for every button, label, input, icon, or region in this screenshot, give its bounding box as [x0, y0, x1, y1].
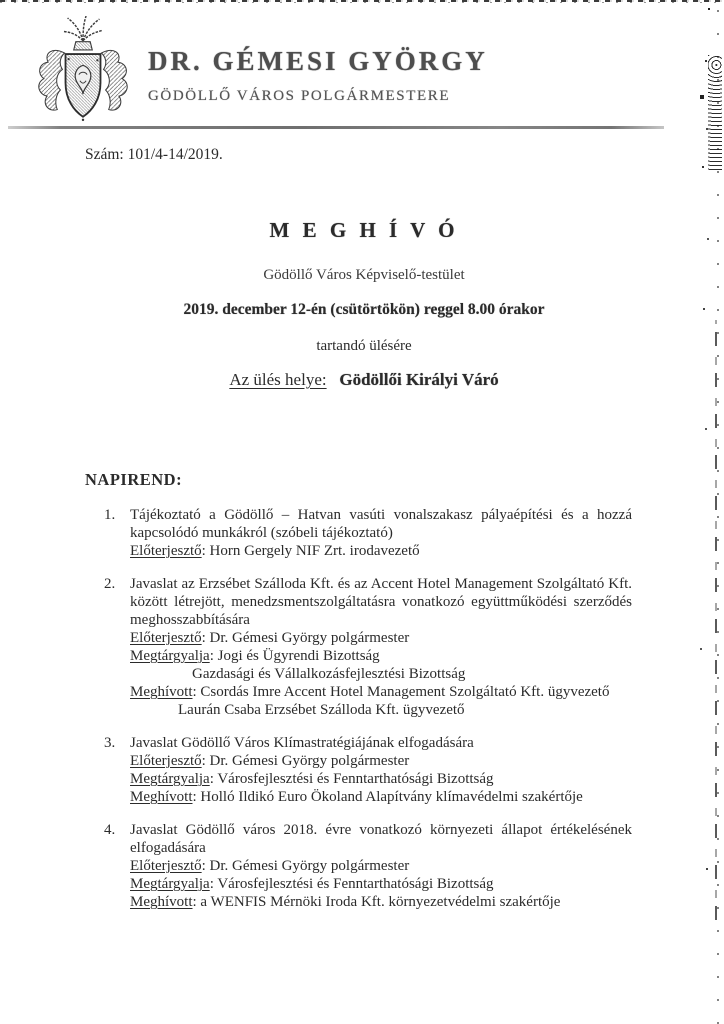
agenda-item-number: 1.	[104, 507, 116, 523]
agenda-item-presenter: Előterjesztő: Horn Gergely NIF Zrt. irodavezető	[130, 543, 420, 559]
agenda-item-committee: Megtárgyalja: Városfejlesztési és Fenntarthatósági Bizottság	[130, 876, 494, 892]
agenda-item-title: Javaslat az Erzsébet Szálloda Kft. és az Accent Hotel Management Szolgáltató Kft. között létrejött, menedzsmentszolgáltatásra vonatkozó együttműködési szerződés meghosszabbítására	[130, 576, 632, 628]
document-title: M E G H Í V Ó	[269, 218, 459, 242]
coat-of-arms-icon	[30, 16, 136, 126]
agenda-item-committee: Megtárgyalja: Jogi és Ügyrendi Bizottság	[130, 648, 380, 664]
agenda-item-invitee: Meghívott: Csordás Imre Accent Hotel Management Szolgáltató Kft. ügyvezető	[130, 684, 610, 700]
agenda-item-title: Javaslat Gödöllő Város Klímastratégiájának elfogadására	[130, 735, 474, 751]
agenda-item-2	[104, 575, 636, 719]
agenda-item-number: 3.	[104, 735, 116, 751]
invitation-block	[40, 218, 688, 390]
agenda-item-number: 4.	[104, 822, 116, 838]
agenda-item-number: 2.	[104, 576, 116, 592]
agenda-item-invitee-2: Laurán Csaba Erzsébet Szálloda Kft. ügyvezető	[178, 702, 465, 718]
agenda-item-title: Tájékoztató a Gödöllő – Hatvan vasúti vonalszakasz pályaépítési és a hozzá kapcsolódó munkákról (szóbeli tájékoztató)	[130, 507, 632, 541]
council-name: Gödöllő Város Képviselő-testület	[263, 267, 465, 283]
meeting-datetime: 2019. december 12-én (csütörtökön) reggel 8.00 órakor	[183, 301, 545, 318]
agenda-item-invitee: Meghívott: a WENFIS Mérnöki Iroda Kft. környezetvédelmi szakértője	[130, 894, 561, 910]
scan-noise-top	[0, 0, 724, 5]
agenda-item-title: Javaslat Gödöllő város 2018. évre vonatkozó környezeti állapot értékelésének elfogadására	[130, 822, 632, 856]
location-value: Gödöllői Királyi Váró	[339, 370, 499, 389]
scan-noise-dots	[708, 8, 710, 10]
agenda-item-4	[104, 821, 636, 911]
agenda-heading: NAPIREND:	[85, 470, 183, 489]
agenda-item-presenter: Előterjesztő: Dr. Gémesi György polgármester	[130, 753, 410, 769]
location-label: Az ülés helye:	[229, 370, 327, 389]
meeting-phrase: tartandó ülésére	[316, 338, 412, 354]
letterhead-subtitle: GÖDÖLLŐ VÁROS POLGÁRMESTERE	[148, 88, 451, 104]
letterhead-divider	[8, 126, 664, 129]
reference-number: Szám: 101/4-14/2019.	[85, 146, 223, 163]
scan-noise-right-line	[715, 320, 717, 920]
letterhead-name: DR. GÉMESI GYÖRGY	[148, 46, 488, 76]
agenda-item-committee: Megtárgyalja: Városfejlesztési és Fenntarthatósági Bizottság	[130, 771, 494, 787]
meeting-location	[40, 370, 688, 390]
letterhead	[148, 46, 488, 105]
agenda-list	[104, 506, 636, 926]
agenda-item-presenter: Előterjesztő: Dr. Gémesi György polgármester	[130, 630, 410, 646]
agenda-item-committee-2: Gazdasági és Vállalkozásfejlesztési Bizottság	[192, 666, 466, 682]
agenda-item-presenter: Előterjesztő: Dr. Gémesi György polgármester	[130, 858, 410, 874]
agenda-item-1	[104, 506, 636, 560]
agenda-item-3	[104, 734, 636, 806]
agenda-item-invitee: Meghívott: Holló Ildikó Euro Ökoland Alapítvány klímavédelmi szakértője	[130, 789, 583, 805]
